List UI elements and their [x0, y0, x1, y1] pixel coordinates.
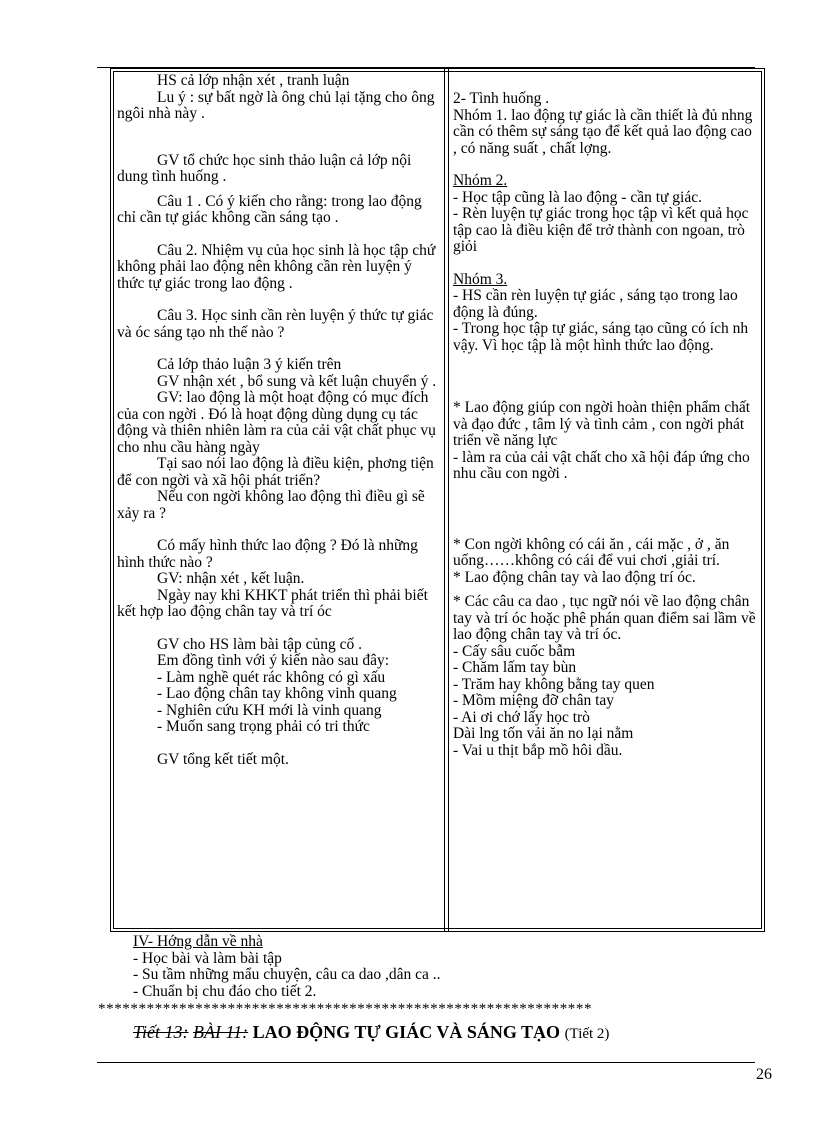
right-line: - Rèn luyện tự giác trong học tập vì kết quả học tập cao là điều kiện để trở thành con ngoan, trò giỏi: [453, 205, 749, 255]
left-line: GV tổ chức học sinh thảo luận cả lớp nội dung tình huống .: [117, 151, 412, 185]
left-line: Câu 3. Học sinh cần rèn luyện ý thức tự giác và óc sáng tạo nh thế nào ?: [117, 307, 434, 341]
right-line: - Học tập cũng là lao động - cần tự giác.: [453, 188, 702, 206]
lesson-table: [110, 68, 765, 932]
right-line: * Con ngời không có cái ăn , cái mặc , ở , ăn uống……không có cái để vui chơi ,giải trí.: [453, 535, 730, 569]
right-line: - làm ra của cải vật chất cho xã hội đáp ứng cho nhu cầu con ngời .: [453, 448, 750, 482]
column-divider: [444, 69, 449, 931]
proverb-line: - Vai u thịt bắp mồ hôi dầu.: [453, 741, 623, 759]
left-line: GV: nhận xét , kết luận.: [157, 570, 305, 587]
left-line: Lu ý : sự bất ngờ là ông chủ lại tặng cho ông ngôi nhà này .: [117, 88, 435, 122]
left-line: Nếu con ngời không lao động thì điều gì sẽ xảy ra ?: [117, 488, 425, 522]
exercise-option: - Muốn sang trọng phải có tri thức: [157, 718, 370, 735]
teacher-activity-column: [117, 73, 439, 768]
right-line: * Lao động chân tay và lao động trí óc.: [453, 568, 696, 586]
left-line: Em đồng tình với ý kiến nào sau đây:: [157, 652, 390, 669]
period-label: Tiết 13:: [133, 1022, 189, 1042]
right-line: - HS cần rèn luyện tự giác , sáng tạo trong lao động là đúng.: [453, 287, 738, 321]
group-heading: Nhóm 3.: [453, 270, 508, 288]
proverb-line: - Cấy sâu cuốc bẫm: [453, 642, 576, 660]
exercise-option: - Lao động chân tay không vinh quang: [157, 685, 397, 702]
left-line: GV tổng kết tiết một.: [157, 750, 289, 768]
exercise-option: - Nghiên cứu KH mới là vinh quang: [157, 701, 382, 719]
bottom-rule: [97, 1062, 755, 1063]
star-separator: *************************************************************: [98, 1001, 593, 1017]
homework-heading: IV- Hớng dẫn về nhà: [133, 933, 263, 950]
left-line: Câu 2. Nhiệm vụ của học sinh là học tập chứ không phải lao động nên không cần rèn luyện ý thức tự giác trong lao động .: [117, 241, 436, 292]
right-line: Nhóm 1. lao động tự giác là cần thiết là đủ nhng cần có thêm sự sáng tạo để kết quả lao động cao , có năng suất , chất lợng.: [453, 106, 753, 157]
page-number: 26: [756, 1066, 772, 1083]
left-line: Có mấy hình thức lao động ? Đó là những hình thức nào ?: [117, 537, 418, 571]
proverb-line: - Ai ơi chớ lấy học trò: [453, 708, 590, 726]
proverb-line: - Chăm lấm tay bùn: [453, 659, 577, 676]
left-line: Câu 1 . Có ý kiến cho rằng: trong lao động chỉ cần tự giác không cần sáng tạo .: [117, 192, 422, 226]
homework-section: [133, 934, 441, 1000]
right-line: - Trong học tập tự giác, sáng tạo cũng có ích nh vậy. Vì học tập là một hình thức lao động.: [453, 320, 749, 354]
proverb-line: - Mồm miệng đỡ chân tay: [453, 692, 615, 709]
left-line: HS cả lớp nhận xét , tranh luận: [157, 72, 350, 89]
left-line: Tại sao nói lao động là điều kiện, phơng tiện để con ngời và xã hội phát triển?: [117, 455, 434, 489]
right-line: * Các câu ca dao , tục ngữ nói về lao động chân tay và trí óc hoặc phê phán quan điểm sai lầm về lao động chân tay và trí óc.: [453, 593, 756, 643]
left-line: Cả lớp thảo luận 3 ý kiến trên: [157, 356, 342, 373]
right-line: * Lao động giúp con ngời hoàn thiện phẩm chất và đạo đức , tâm lý và tình cảm , con ngời phát triển về năng lực: [453, 399, 751, 449]
right-line: 2- Tình huống .: [453, 90, 550, 107]
lesson-title: LAO ĐỘNG TỰ GIÁC VÀ SÁNG TẠO: [252, 1022, 561, 1042]
left-line: Ngày nay khi KHKT phát triển thì phải biết kết hợp lao động chân tay và trí óc: [117, 586, 428, 620]
exercise-option: - Làm nghề quét rác không có gì xấu: [157, 668, 386, 686]
left-line: GV cho HS làm bài tập củng cố .: [157, 635, 363, 653]
content-column: [453, 73, 759, 759]
homework-item: - Su tầm những mẩu chuyện, câu ca dao ,dân ca ..: [133, 966, 441, 983]
lesson-suffix: (Tiết 2): [564, 1026, 610, 1042]
next-lesson-heading: [133, 1022, 609, 1043]
group-heading: Nhóm 2.: [453, 172, 508, 189]
proverb-line: - Trăm hay không bằng tay quen: [453, 675, 655, 693]
proverb-line: Dài lng tốn vải ăn no lại nằm: [453, 725, 634, 742]
lesson-label: BÀI 11:: [193, 1022, 249, 1042]
homework-item: - Chuẩn bị chu đáo cho tiết 2.: [133, 982, 317, 1000]
left-line: GV: lao động là một hoạt động có mục đích của con ngời . Đó là hoạt động dùng dụng cụ tác động và thiên nhiên làm ra của cải vật chất phục vụ cho nhu cầu hàng ngày: [117, 389, 436, 456]
left-line: GV nhận xét , bổ sung và kết luận chuyển ý .: [157, 372, 437, 390]
homework-item: - Học bài và làm bài tập: [133, 949, 282, 967]
